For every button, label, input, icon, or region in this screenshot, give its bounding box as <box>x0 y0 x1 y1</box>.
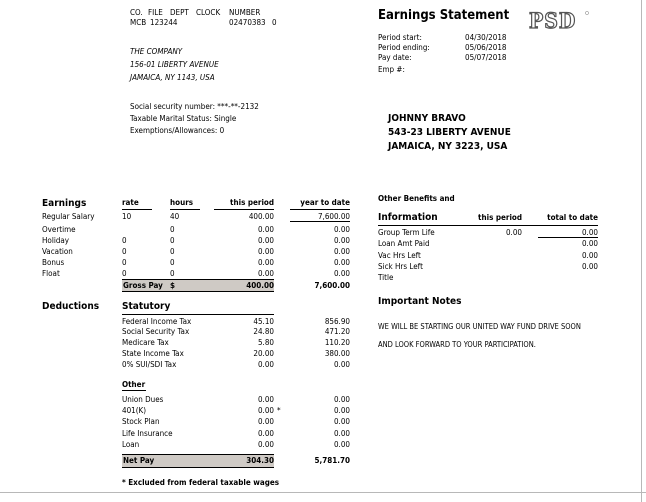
deduction-period: 0.00 <box>257 440 274 449</box>
deduction-label: Loan <box>122 440 140 449</box>
deduction-period: 24.80 <box>253 327 274 336</box>
notes-title: Important Notes <box>378 296 462 307</box>
benefit-period: 0.00 <box>505 228 522 237</box>
deduction-ytd: 856.90 <box>324 317 350 326</box>
employee-street: 543-23 LIBERTY AVENUE <box>388 127 511 138</box>
deduction-ytd: 0.00 <box>333 429 350 438</box>
deduction-label: 401(K) <box>122 406 147 415</box>
ssn-line: Social security number: ***-**-2132 <box>130 102 259 111</box>
clock-label: CLOCK <box>196 8 221 17</box>
earnings-hours: 0 <box>170 236 175 245</box>
deduction-ytd: 0.00 <box>333 360 350 369</box>
marital-status: Taxable Marital Status: Single <box>130 114 237 123</box>
gross-pay-label: Gross Pay <box>123 281 163 290</box>
deduction-label: Medicare Tax <box>122 338 169 347</box>
employee-city: JAMAICA, NY 3223, USA <box>388 141 508 152</box>
net-pay-period: 304.30 <box>246 456 274 465</box>
psd-logo <box>527 10 589 32</box>
deduction-period: 0.00 <box>257 406 274 415</box>
deduction-ytd: 0.00 <box>333 417 350 426</box>
earnings-period: 0.00 <box>257 236 274 245</box>
earnings-period: 400.00 <box>248 212 274 221</box>
deduction-mark: * <box>277 406 281 415</box>
deduction-period: 20.00 <box>253 349 274 358</box>
earnings-rate: 0 <box>122 247 127 256</box>
ytd-header: year to date <box>300 198 350 207</box>
earnings-ytd: 7,600.00 <box>317 212 350 221</box>
earnings-label: Float <box>42 269 60 278</box>
statement-title: Earnings Statement <box>378 8 510 23</box>
deduction-period: 0.00 <box>257 417 274 426</box>
benefit-label: Group Term Life <box>378 228 435 237</box>
this-period-header: this period <box>230 198 274 207</box>
deduction-period: 0.00 <box>257 429 274 438</box>
statutory-title: Statutory <box>122 301 171 312</box>
deduction-period: 45.10 <box>253 317 274 326</box>
earnings-label: Holiday <box>42 236 70 245</box>
earnings-ytd: 0.00 <box>333 225 350 234</box>
deduction-label: Union Dues <box>122 395 164 404</box>
earnings-ytd: 0.00 <box>333 258 350 267</box>
deduction-label: State Income Tax <box>122 349 184 358</box>
earnings-label: Regular Salary <box>42 212 95 221</box>
deduction-period: 0.00 <box>257 360 274 369</box>
benefit-label: Loan Amt Paid <box>378 239 430 248</box>
svg-text:PSD: PSD <box>529 10 577 32</box>
co-value: MCB <box>130 18 147 27</box>
gross-pay-ytd: 7,600.00 <box>314 281 350 290</box>
gross-pay-currency: $ <box>170 281 176 290</box>
earnings-rate: 10 <box>122 212 132 221</box>
page-bottom-edge <box>0 492 646 493</box>
pay-date-value: 05/07/2018 <box>465 53 507 62</box>
benefit-total: 0.00 <box>581 239 598 248</box>
earnings-ytd: 0.00 <box>333 247 350 256</box>
benefits-period-header: this period <box>478 213 522 222</box>
emp-number-label: Emp #: <box>378 65 405 74</box>
earnings-ytd: 0.00 <box>333 269 350 278</box>
dept-label: DEPT <box>170 8 189 17</box>
deduction-ytd: 0.00 <box>333 406 350 415</box>
earnings-hours: 40 <box>170 212 180 221</box>
earnings-title: Earnings <box>42 198 87 209</box>
employee-name: JOHNNY BRAVO <box>388 113 466 124</box>
pay-date-label: Pay date: <box>378 53 412 62</box>
company-name: THE COMPANY <box>130 47 183 56</box>
period-end-label: Period ending: <box>378 43 430 52</box>
hours-header: hours <box>170 198 194 207</box>
rate-header: rate <box>122 198 139 207</box>
net-pay-label: Net Pay <box>123 456 155 465</box>
earnings-rate: 0 <box>122 269 127 278</box>
deduction-label: Social Security Tax <box>122 327 190 336</box>
earnings-period: 0.00 <box>257 269 274 278</box>
period-start-value: 04/30/2018 <box>465 33 507 42</box>
earnings-hours: 0 <box>170 258 175 267</box>
deduction-ytd: 380.00 <box>324 349 350 358</box>
file-value: 123244 <box>150 18 178 27</box>
earnings-label: Vacation <box>42 247 73 256</box>
earnings-period: 0.00 <box>257 247 274 256</box>
company-street: 156-01 LIBERTY AVENUE <box>130 60 219 69</box>
exemptions: Exemptions/Allowances: 0 <box>130 126 225 135</box>
benefit-label: Title <box>378 273 394 282</box>
benefit-label: Sick Hrs Left <box>378 262 423 271</box>
earnings-ytd: 0.00 <box>333 236 350 245</box>
deduction-period: 5.80 <box>257 338 274 347</box>
other-title: Other <box>122 380 146 389</box>
deduction-ytd: 0.00 <box>333 440 350 449</box>
earnings-label: Bonus <box>42 258 65 267</box>
deduction-label: 0% SUI/SDI Tax <box>122 360 177 369</box>
benefit-total: 0.00 <box>581 262 598 271</box>
earnings-period: 0.00 <box>257 258 274 267</box>
deduction-label: Life Insurance <box>122 429 173 438</box>
benefit-label: Vac Hrs Left <box>378 251 421 260</box>
deduction-ytd: 471.20 <box>324 327 350 336</box>
period-end-value: 05/06/2018 <box>465 43 507 52</box>
gross-pay-period: 400.00 <box>246 281 274 290</box>
benefit-total: 0.00 <box>581 251 598 260</box>
deduction-period: 0.00 <box>257 395 274 404</box>
deduction-ytd: 110.20 <box>324 338 350 347</box>
company-city: JAMAICA, NY 1143, USA <box>130 73 215 82</box>
co-label: CO. <box>130 8 143 17</box>
earnings-hours: 0 <box>170 247 175 256</box>
page-right-edge <box>641 0 642 502</box>
benefits-total-header: total to date <box>547 213 598 222</box>
earnings-rate: 0 <box>122 258 127 267</box>
notes-line-1: WE WILL BE STARTING OUR UNITED WAY FUND DRIVE SOON <box>378 322 581 331</box>
earnings-hours: 0 <box>170 269 175 278</box>
footnote: * Excluded from federal taxable wages <box>122 478 280 487</box>
extra-value: 0 <box>272 18 277 27</box>
net-pay-ytd: 5,781.70 <box>314 456 350 465</box>
information-title: Information <box>378 212 438 223</box>
earnings-rate: 0 <box>122 236 127 245</box>
number-value: 02470383 <box>229 18 266 27</box>
notes-line-2: AND LOOK FORWARD TO YOUR PARTICIPATION. <box>378 340 536 349</box>
deduction-label: Stock Plan <box>122 417 160 426</box>
earnings-label: Overtime <box>42 225 76 234</box>
deductions-title: Deductions <box>42 301 100 312</box>
period-start-label: Period start: <box>378 33 422 42</box>
deduction-label: Federal Income Tax <box>122 317 192 326</box>
deduction-ytd: 0.00 <box>333 395 350 404</box>
number-label: NUMBER <box>229 8 261 17</box>
benefits-title: Other Benefits and <box>378 194 455 203</box>
earnings-hours: 0 <box>170 225 175 234</box>
earnings-period: 0.00 <box>257 225 274 234</box>
benefit-total: 0.00 <box>581 228 598 237</box>
file-label: FILE <box>148 8 163 17</box>
